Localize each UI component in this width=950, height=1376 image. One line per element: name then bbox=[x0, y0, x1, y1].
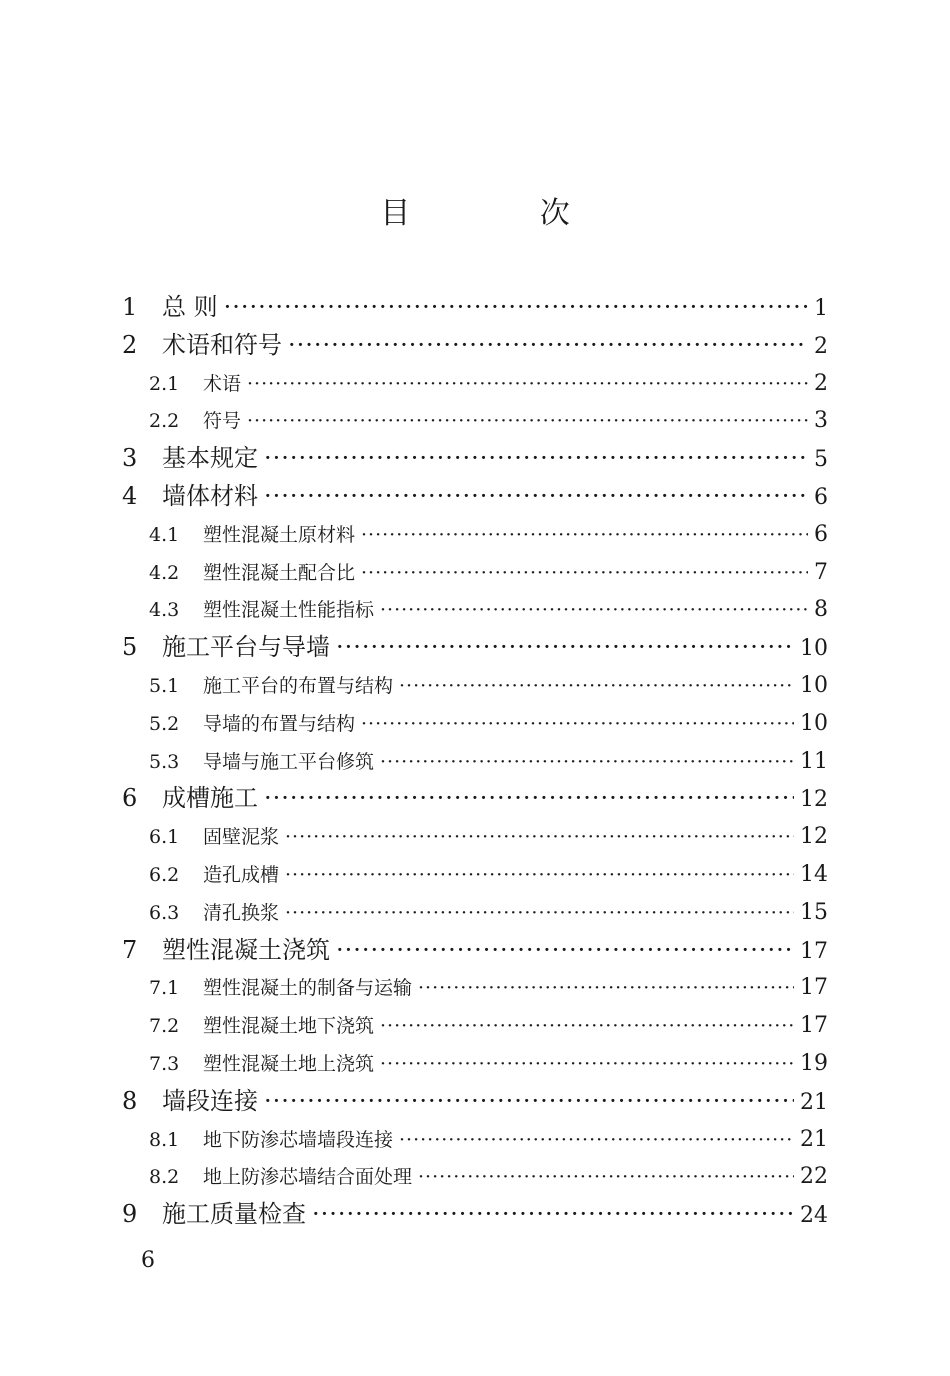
toc-entry-title: 符号 bbox=[203, 410, 242, 433]
toc-entry-number: 6.3 bbox=[149, 901, 180, 924]
toc-section-entry[interactable] bbox=[122, 1158, 828, 1196]
toc-entry-title: 墙体材料 bbox=[162, 481, 258, 510]
toc-entry-page: 1 bbox=[814, 296, 828, 321]
toc-entry-number: 2 bbox=[122, 330, 138, 359]
toc-entry-page: 19 bbox=[800, 1050, 828, 1076]
toc-dot-leader bbox=[264, 780, 794, 818]
toc-dot-leader bbox=[361, 706, 794, 743]
toc-section-entry[interactable] bbox=[122, 1007, 828, 1045]
toc-entry-title: 墙段连接 bbox=[162, 1086, 258, 1115]
toc-entry-title: 造孔成槽 bbox=[203, 863, 280, 886]
toc-entry-number: 9 bbox=[122, 1200, 138, 1229]
toc-entry-number: 4.1 bbox=[149, 523, 180, 546]
toc-dot-leader bbox=[361, 555, 808, 592]
toc-entry-title: 塑性混凝土原材料 bbox=[203, 523, 356, 546]
toc-entry-title: 术语和符号 bbox=[162, 330, 282, 359]
toc-entry-number: 2.1 bbox=[149, 372, 180, 395]
toc-dot-leader bbox=[418, 970, 794, 1007]
toc-entry-page: 10 bbox=[800, 636, 828, 662]
toc-section-entry[interactable] bbox=[122, 969, 828, 1007]
toc-entry-title: 成槽施工 bbox=[162, 784, 258, 813]
toc-entry-number: 1 bbox=[122, 293, 138, 321]
toc-section-entry[interactable] bbox=[122, 818, 828, 856]
toc-chapter-entry[interactable] bbox=[122, 327, 828, 365]
toc-dot-leader bbox=[336, 932, 794, 970]
toc-entry-number: 2.2 bbox=[149, 410, 180, 433]
toc-entry-title: 地上防渗芯墙结合面处理 bbox=[203, 1166, 413, 1189]
toc-entry-number: 5.3 bbox=[149, 750, 180, 773]
toc-dot-leader bbox=[247, 366, 808, 403]
toc-entry-title: 施工平台与导墙 bbox=[162, 633, 330, 662]
toc-entry-number: 7.1 bbox=[149, 977, 180, 1000]
toc-dot-leader bbox=[312, 1196, 794, 1234]
toc-entry-page: 5 bbox=[814, 447, 828, 473]
toc-entry-number: 4.2 bbox=[149, 561, 180, 584]
toc-dot-leader bbox=[361, 517, 808, 554]
toc-entry-page: 17 bbox=[800, 938, 828, 964]
toc-entry-title: 塑性混凝土的制备与运输 bbox=[203, 977, 413, 1000]
toc-entry-page: 12 bbox=[800, 787, 828, 813]
toc-dot-leader bbox=[264, 440, 808, 478]
toc-entry-page: 14 bbox=[800, 861, 828, 887]
toc-entry-page: 24 bbox=[800, 1203, 828, 1229]
toc-entry-title: 清孔换浆 bbox=[203, 901, 280, 924]
toc-section-entry[interactable] bbox=[122, 856, 828, 894]
toc-entry-page: 2 bbox=[814, 370, 828, 396]
toc-entry-number: 7.2 bbox=[149, 1015, 180, 1038]
toc-dot-leader bbox=[380, 744, 794, 781]
toc-entry-title: 总 则 bbox=[162, 293, 218, 321]
page-number: 6 bbox=[141, 1248, 155, 1273]
toc-entry-number: 4 bbox=[122, 481, 138, 510]
toc-entry-title: 塑性混凝土配合比 bbox=[203, 561, 356, 584]
toc-dot-leader bbox=[264, 1083, 794, 1121]
toc-entry-number: 5 bbox=[122, 633, 138, 662]
toc-dot-leader bbox=[380, 1046, 794, 1083]
toc-chapter-entry[interactable] bbox=[122, 289, 828, 327]
toc-chapter-entry[interactable] bbox=[122, 780, 828, 818]
toc-dot-leader bbox=[288, 327, 808, 365]
toc-entry-number: 8.1 bbox=[149, 1128, 180, 1151]
toc-dot-leader bbox=[247, 403, 808, 440]
toc-entry-page: 11 bbox=[800, 748, 828, 774]
toc-entry-page: 8 bbox=[814, 597, 828, 623]
toc-entry-page: 21 bbox=[800, 1089, 828, 1115]
toc-chapter-entry[interactable] bbox=[122, 932, 828, 970]
toc-entry-number: 3 bbox=[122, 444, 138, 473]
toc-entry-page: 15 bbox=[800, 899, 828, 925]
toc-entry-number: 6.2 bbox=[149, 863, 180, 886]
toc-entry-number: 5.2 bbox=[149, 712, 180, 735]
toc-chapter-entry[interactable] bbox=[122, 478, 828, 516]
toc-entry-number: 4.3 bbox=[149, 599, 180, 622]
toc-entry-page: 12 bbox=[800, 824, 828, 850]
toc-entry-page: 7 bbox=[814, 559, 828, 585]
toc-entry-title: 基本规定 bbox=[162, 444, 258, 473]
toc-section-entry[interactable] bbox=[122, 894, 828, 932]
toc-section-entry[interactable] bbox=[122, 743, 828, 781]
toc-chapter-entry[interactable] bbox=[122, 1196, 828, 1234]
toc-entry-number: 7.3 bbox=[149, 1052, 180, 1075]
toc-entry-title: 固壁泥浆 bbox=[203, 826, 280, 849]
toc-entry-number: 7 bbox=[122, 935, 138, 964]
toc-entry-page: 10 bbox=[800, 672, 828, 698]
toc-entry-title: 施工平台的布置与结构 bbox=[203, 674, 394, 697]
toc-entry-title: 导墙的布置与结构 bbox=[203, 712, 356, 735]
toc-section-entry[interactable] bbox=[122, 705, 828, 743]
toc-dot-leader bbox=[418, 1159, 794, 1196]
toc-entry-page: 17 bbox=[800, 975, 828, 1001]
toc-entry-title: 导墙与施工平台修筑 bbox=[203, 750, 375, 773]
toc-entry-title: 地下防渗芯墙墙段连接 bbox=[203, 1128, 394, 1151]
toc-entry-page: 2 bbox=[814, 333, 828, 359]
toc-dot-leader bbox=[285, 857, 794, 894]
toc-entry-number: 8 bbox=[122, 1086, 138, 1115]
toc-dot-leader bbox=[336, 629, 794, 667]
toc-section-entry[interactable] bbox=[122, 591, 828, 629]
toc-section-entry[interactable] bbox=[122, 1045, 828, 1083]
toc-dot-leader bbox=[224, 289, 808, 327]
toc-entry-number: 8.2 bbox=[149, 1166, 180, 1189]
toc-entry-title: 塑性混凝土性能指标 bbox=[203, 599, 375, 622]
toc-entry-page: 6 bbox=[814, 484, 828, 510]
toc-entry-title: 术语 bbox=[203, 372, 242, 395]
toc-section-entry[interactable] bbox=[122, 402, 828, 440]
toc-section-entry[interactable] bbox=[122, 516, 828, 554]
toc-chapter-entry[interactable] bbox=[122, 629, 828, 667]
toc-entry-page: 6 bbox=[814, 521, 828, 547]
toc-dot-leader bbox=[264, 478, 808, 516]
toc-section-entry[interactable] bbox=[122, 365, 828, 403]
toc-entry-number: 6.1 bbox=[149, 826, 180, 849]
toc-entry-title: 施工质量检查 bbox=[162, 1200, 306, 1229]
toc-entry-page: 17 bbox=[800, 1013, 828, 1039]
toc-section-entry[interactable] bbox=[122, 667, 828, 705]
toc-entry-title: 塑性混凝土地下浇筑 bbox=[203, 1015, 375, 1038]
toc-dot-leader bbox=[380, 592, 808, 629]
toc-entry-number: 5.1 bbox=[149, 674, 180, 697]
page-title: 目 次 bbox=[380, 196, 630, 231]
toc-entry-page: 10 bbox=[800, 710, 828, 736]
toc-entry-page: 3 bbox=[814, 408, 828, 434]
toc-chapter-entry[interactable] bbox=[122, 440, 828, 478]
table-of-contents bbox=[122, 289, 828, 1234]
toc-entry-page: 21 bbox=[800, 1126, 828, 1152]
toc-dot-leader bbox=[399, 1122, 794, 1159]
toc-entry-page: 22 bbox=[800, 1164, 828, 1190]
toc-dot-leader bbox=[399, 668, 794, 705]
toc-entry-title: 塑性混凝土地上浇筑 bbox=[203, 1052, 375, 1075]
toc-dot-leader bbox=[380, 1008, 794, 1045]
toc-dot-leader bbox=[285, 895, 794, 932]
toc-chapter-entry[interactable] bbox=[122, 1083, 828, 1121]
toc-entry-title: 塑性混凝土浇筑 bbox=[162, 935, 330, 964]
toc-section-entry[interactable] bbox=[122, 554, 828, 592]
toc-section-entry[interactable] bbox=[122, 1121, 828, 1159]
toc-dot-leader bbox=[285, 819, 794, 856]
toc-entry-number: 6 bbox=[122, 784, 138, 813]
